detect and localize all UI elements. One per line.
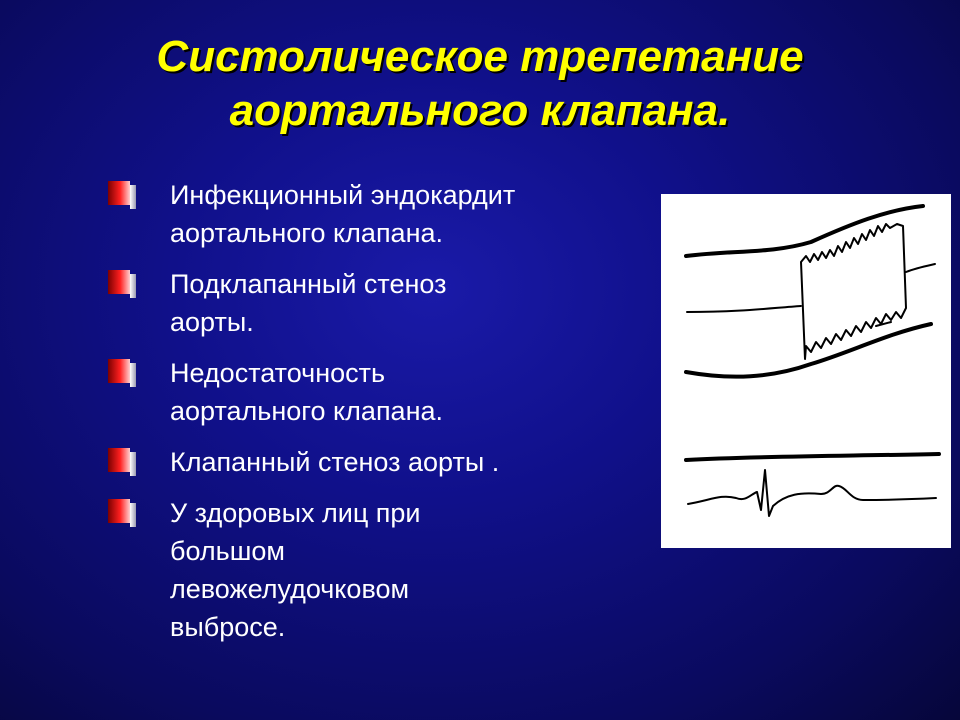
baseline-line — [686, 454, 939, 460]
bullet-text: Инфекционный эндокардит аортального клапана. — [170, 180, 516, 248]
bullet-item — [108, 176, 608, 252]
slide-title-line-1: Систолическое трепетание — [156, 32, 804, 81]
bullet-item — [108, 443, 608, 481]
bullet-item — [108, 265, 608, 341]
ecg-trace-line — [688, 470, 936, 516]
slide-title-line-2: аортального клапана. — [229, 86, 731, 135]
valve-leaflet-top — [687, 306, 801, 312]
echocardiogram-figure — [661, 194, 951, 548]
bullet-marker-icon — [108, 270, 136, 298]
bullet-marker-icon — [108, 448, 136, 476]
bullet-list — [108, 176, 608, 659]
bullet-text: Недостаточность аортального клапана. — [170, 358, 444, 426]
valve-leaflet-right-lower — [876, 322, 891, 326]
aortic-wall-upper — [686, 206, 923, 256]
bullet-text: Подклапанный стеноз аорты. — [170, 269, 447, 337]
bullet-marker-icon — [108, 181, 136, 209]
valve-leaflet-right — [906, 264, 935, 272]
bullet-item — [108, 494, 608, 646]
valve-flutter-box — [801, 224, 906, 359]
bullet-marker-icon — [108, 359, 136, 387]
echocardiogram-m-mode-icon — [661, 194, 951, 548]
bullet-text: У здоровых лиц при большом левожелудочковом выбросе. — [170, 498, 421, 642]
bullet-item — [108, 354, 608, 430]
slide-title — [0, 30, 960, 138]
bullet-marker-icon — [108, 499, 136, 527]
bullet-text: Клапанный стеноз аорты . — [170, 447, 500, 477]
